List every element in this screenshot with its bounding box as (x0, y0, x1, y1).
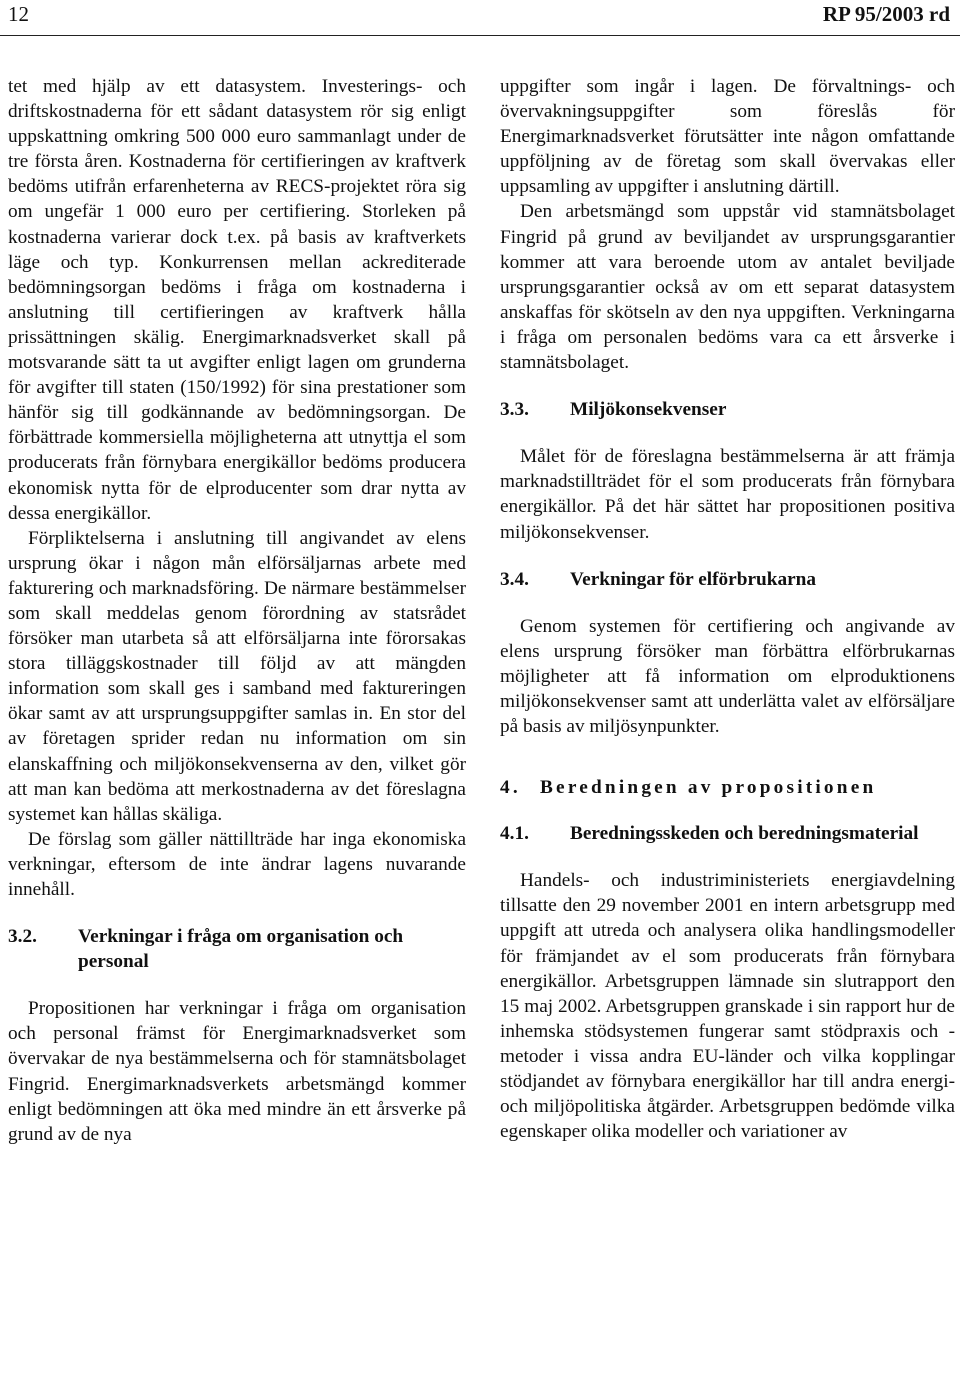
page-number: 12 (8, 2, 29, 26)
paragraph: Handels- och industriministeriets energiavdelning tillsatte den 29 november 2001 en intern arbetsgrupp med uppgift att utreda och analysera olika handlingsmodeller för främjandet av el som producerats från förnybara energikällor. Arbetsgruppen lämnade sin slutrapport den 15 maj 2002. Arbetsgruppen granskade i sin rapport hur de inhemska stödsystemen fungerar samt stödpraxis och -metoder i vissa andra EU-länder och vilka kopplingar stödjandet av förnybara energikällor har till andra energi- och miljöpolitiska åtgärder. Arbetsgruppen bedömde vilka egenskaper olika modeller och variationer av (500, 870, 955, 1143)
section-heading-3-3 (500, 397, 955, 422)
document-id: RP 95/2003 rd (822, 2, 950, 26)
paragraph: De förslag som gäller nättillträde har inga ekonomiska verkningar, eftersom de inte ändrar lagens nuvarande innehåll. (8, 828, 466, 900)
paragraph: Målet för de föreslagna bestämmelserna är att främja marknadstillträdet för el som producerats från förnybara energikällor. På det här sättet har propositionen positiva miljökonsekvenser. (500, 446, 955, 543)
section-title: Verkningar för elförbrukarna (570, 568, 817, 590)
paragraph: tet med hjälp av ett datasystem. Investerings- och driftskostnaderna för ett sådant datasystem rör sig enligt uppskattning omkring 500 000 euro sammanlagt under de tre första åren. Kostnaderna för certifieringen av kraftverk bedöms utifrån erfarenheterna av RECS-projektet röra sig om ungefär 1 000 euro per certifiering. Storleken på kostnaderna varierar dock t.ex. på basis av kraftverkets läge och typ. Konkurrensen mellan ackrediterade bedömningsorgan bedöms i fråga om kostnaderna i anslutning till certifieringen av kraftverk hålla prissättningen skälig. Energimarknadsverket skall på motsvarande sätt ta ut avgifter enligt lagen om grunderna för avgifter till staten (150/1992) för sina prestationer som hänför sig till godkännande av bedömningsorgan. De förbättrade kommersiella möjligheterna att utnyttja el som producerats från förnybara energikällor bedöms producera ekonomisk nytta för de elproducenter som drar nytta av dessa energikällor. (8, 76, 466, 524)
section-heading-3-2 (8, 924, 466, 974)
chapter-number: 4. (500, 777, 521, 799)
paragraph: Propositionen har verkningar i fråga om organisation och personal främst för Energimarknadsverket som övervakar de nya bestämmelserna och för stamnätsbolaget Fingrid. Energimarknadsverkets arbetsmängd kommer enligt bedömningen att öka med mindre än ett årsverke på grund av de nya (8, 998, 466, 1145)
paragraph: Genom systemen för certifiering och angivande av elens ursprung försöker man förbättra elförbrukarnas möjligheter att få information om elproduktionens miljökonsekvenser samt att underlätta valet av elförsäljare på basis av miljösynpunkter. (500, 615, 955, 738)
section-number: 3.4. (500, 568, 529, 590)
header-rule (0, 35, 960, 36)
paragraph: Förpliktelserna i anslutning till angivandet av elens ursprung ökar i någon mån elförsäljarnas arbete med fakturering och marknadsföring. De närmare bestämmelser som skall meddelas genom förordning av statsrådet försöker man utarbeta så att elförsäljarna inte förorsakas stora tilläggskostnader till följd av att mängden information som skall ges i samband med faktureringen ökar samt av att ursprungsuppgifter samlas in. En stor del av företagen sprider redan nu information om sin elanskaffning och miljökonsekvenserna av den, vilket gör att man kan bedöma att merkostnaderna av det föreslagna systemet kan hållas skäliga. (8, 527, 466, 825)
left-column (8, 74, 466, 1147)
section-heading-3-4 (500, 567, 955, 592)
paragraph: Den arbetsmängd som uppstår vid stamnätsbolaget Fingrid på grund av beviljandet av ursprungsgarantier kommer att vara beroende utom av antalet beviljade ursprungsgarantier också av om ett separat datasystem anskaffas för skötseln av den nya uppgiften. Verkningarna i fråga om personalen bedöms vara ca ett årsverke i stamnätsbolaget. (500, 201, 955, 374)
section-number: 4.1. (500, 823, 529, 845)
section-title: Miljökonsekvenser (570, 399, 727, 421)
chapter-title: Beredningen av propositionen (540, 777, 877, 799)
right-column (500, 74, 955, 1144)
chapter-heading-4 (500, 777, 955, 799)
section-title: Verkningar i fråga om organisation och personal (78, 926, 404, 973)
section-number: 3.2. (8, 926, 37, 948)
section-heading-4-1 (500, 821, 955, 846)
page-header (0, 0, 960, 38)
paragraph: uppgifter som ingår i lagen. De förvaltnings- och övervakningsuppgifter som föreslås för Energimarknadsverket förutsätter inte någon omfattande uppföljning av de företag som skall övervakas eller uppsamling av uppgifter i anslutning därtill. (500, 76, 955, 198)
section-number: 3.3. (500, 399, 529, 421)
section-title: Beredningsskeden och beredningsmaterial (570, 823, 919, 845)
